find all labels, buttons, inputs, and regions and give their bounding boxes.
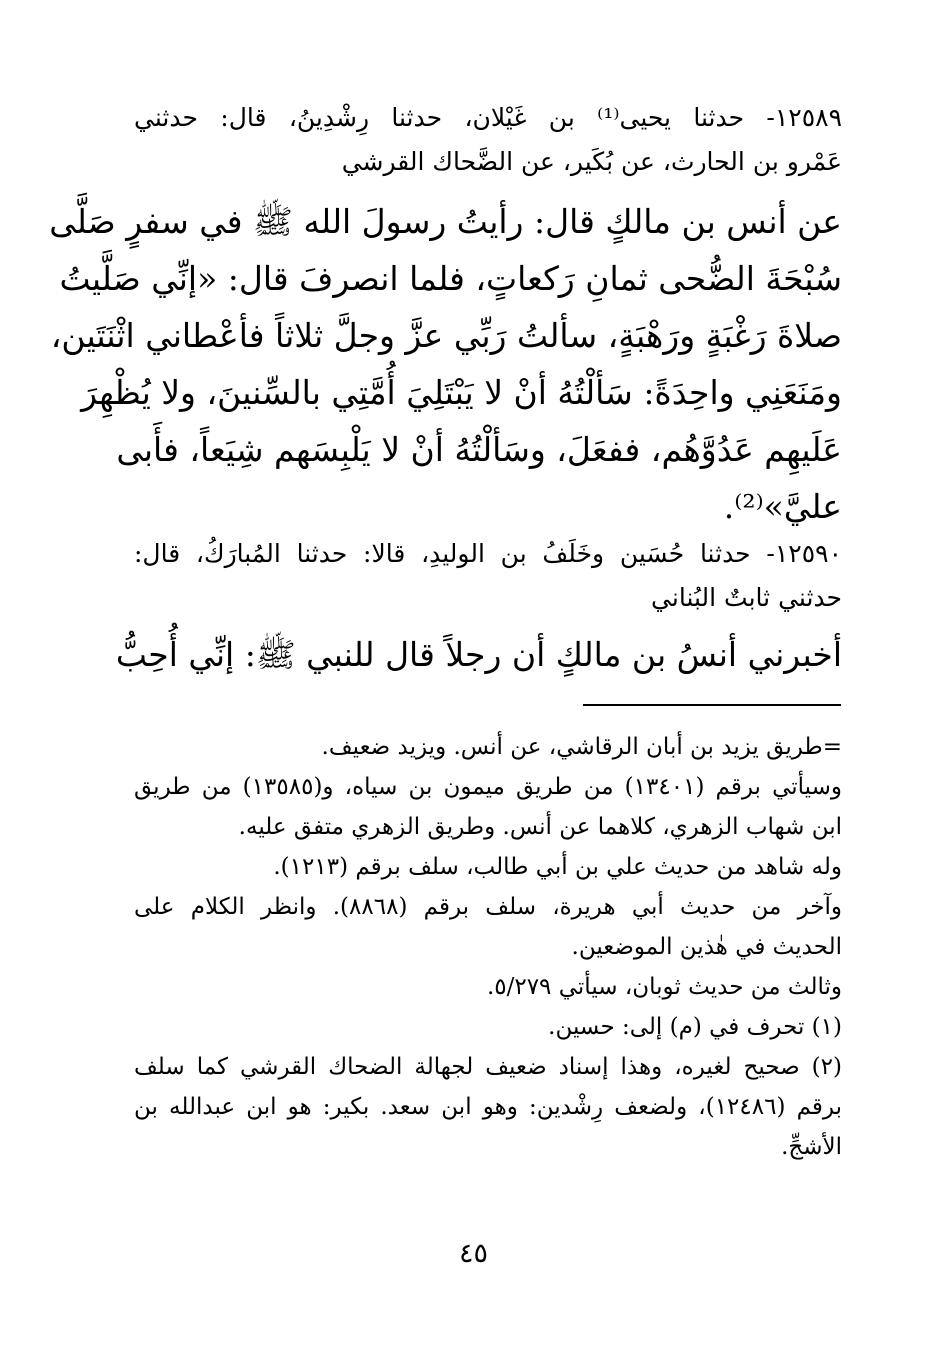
chain-line: حدثني ثابتٌ البُناني bbox=[651, 583, 842, 612]
text-line: ومَنَعَنِي واحِدَةً: سَألْتُهُ أنْ لا يَبْتَلِيَ أُمَّتِي بالسِّنينَ، ولا يُظْهِرَ bbox=[81, 373, 842, 412]
page-number: ٤٥ bbox=[458, 1238, 488, 1269]
footnote-line: وله شاهد من حديث علي بن أبي طالب، سلف برقم (١٢١٣). bbox=[273, 854, 842, 880]
text-line: سُبْحَةَ الضُّحى ثمانِ رَكعاتٍ، فلما انصرفَ قال: «إنِّي صَلَّيتُ bbox=[59, 259, 842, 298]
footnotes bbox=[134, 727, 842, 1167]
footnote-line: وثالث من حديث ثوبان، سيأتي ٥/٢٧٩. bbox=[486, 974, 842, 1000]
text-line: عن أنس بن مالكٍ قال: رأيتُ رسولَ الله ﷺ في سفرٍ صَلَّى bbox=[49, 202, 842, 241]
chain-line: ١٢٥٩٠- حدثنا حُسَين وخَلَفُ بن الوليدِ، قالا: حدثنا المُبارَكُ، قال: bbox=[134, 539, 842, 568]
text-line: عليَّ»⁽²⁾. bbox=[723, 487, 842, 526]
footnote-line: وسيأتي برقم (١٣٤٠١) من طريق ميمون بن سياه، و(١٣٥٨٥) من طريق bbox=[134, 774, 842, 800]
text-line: صلاةَ رَغْبَةٍ ورَهْبَةٍ، سألتُ رَبِّي عزَّ وجلَّ ثلاثاً فأعْطاني اثْنَتَين، bbox=[50, 316, 842, 355]
footnote-line: الحديث في هٰذين الموضعين. bbox=[571, 934, 842, 960]
chain-line: ١٢٥٨٩- حدثنا يحيى⁽¹⁾ بن غَيْلان، حدثنا رِشْدِينُ، قال: حدثني bbox=[134, 103, 842, 132]
footnote-line: =طريق يزيد بن أبان الرقاشي، عن أنس. ويزيد ضعيف. bbox=[321, 734, 842, 760]
footnote-line: (١) تحرف في (م) إلى: حسين. bbox=[548, 1014, 842, 1040]
footnote-line: الأشجِّ. bbox=[781, 1134, 842, 1160]
hadith-12590-text bbox=[115, 626, 842, 683]
footnote-line: ابن شهاب الزهري، كلاهما عن أنس. وطريق الزهري متفق عليه. bbox=[238, 814, 842, 840]
hadith-12590-chain bbox=[134, 532, 842, 620]
text-line: أخبرني أنسُ بن مالكٍ أن رجلاً قال للنبي ﷺ: إنِّي أُحِبُّ bbox=[115, 635, 842, 674]
footnote-separator bbox=[583, 704, 841, 706]
footnote-line: (٢) صحيح لغيره، وهذا إسناد ضعيف لجهالة الضحاك القرشي كما سلف bbox=[134, 1054, 842, 1080]
text-line: عَلَيهِم عَدُوَّهُم، ففعَلَ، وسَألْتُهُ أنْ لا يَلْبِسَهم شِيَعاً، فأَبى bbox=[116, 430, 842, 469]
footnote-line: وآخر من حديث أبي هريرة، سلف برقم (٨٨٦٨). وانظر الكلام على bbox=[134, 894, 842, 920]
hadith-12589-chain bbox=[134, 96, 842, 184]
footnote-line: برقم (١٢٤٨٦)، ولضعف رِشْدين: وهو ابن سعد. بكير: هو ابن عبدالله بن bbox=[134, 1094, 842, 1120]
hadith-12589-text bbox=[49, 193, 842, 535]
chain-line: عَمْرو بن الحارث، عن بُكَير، عن الضَّحاك القرشي bbox=[341, 147, 842, 176]
